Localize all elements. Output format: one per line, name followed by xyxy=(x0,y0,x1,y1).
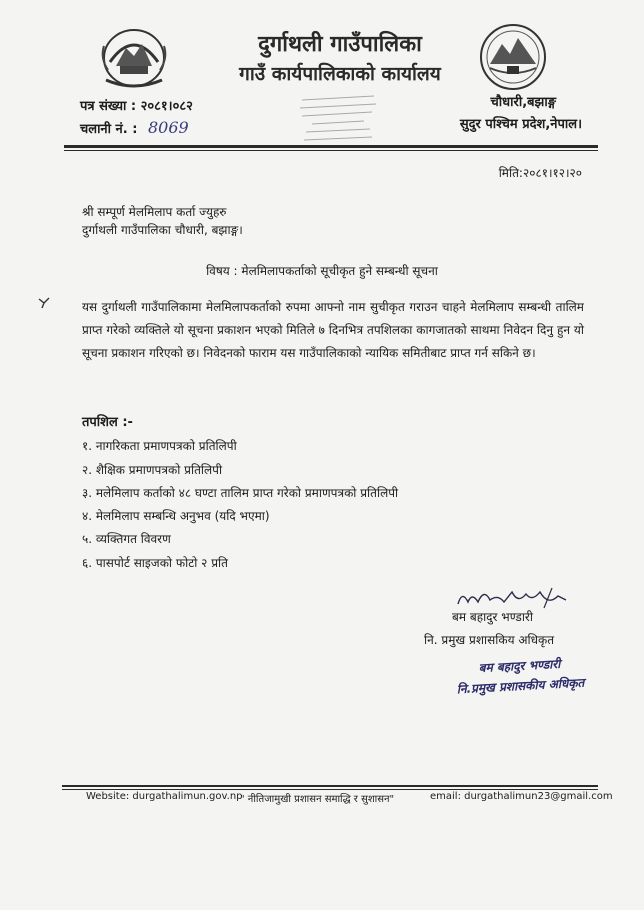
dispatch-label: चलानी नं. : xyxy=(80,122,138,137)
footer-email: email: durgathalimun23@gmail.com xyxy=(430,791,613,802)
signatory-name: बम बहादुर भण्डारी xyxy=(452,610,533,624)
list-item: ३. मलेमिलाप कर्ताको ४८ घण्टा तालिम प्राप्त गरेको प्रमाणपत्रको प्रतिलिपी xyxy=(82,486,399,500)
recipient-line2: दुर्गाथली गाउँपालिका चौधारी, बझाङ्ग। xyxy=(82,223,243,237)
signatory-designation: नि. प्रमुख प्रशासकिय अधिकृत xyxy=(424,633,555,647)
header-divider xyxy=(64,145,598,148)
header-divider-thin xyxy=(64,150,598,151)
pen-mark-icon xyxy=(38,296,50,310)
dispatch-number-row xyxy=(80,118,189,137)
footer-slogan: " नीतिजामुखी प्रशासन समाद्धि र सुशासन" xyxy=(240,794,395,805)
dispatch-number: 8069 xyxy=(147,118,189,137)
letter-reference-number: पत्र संख्या : २०८१।०८२ xyxy=(80,99,193,114)
letter-subject: विषय : मेलमिलापकर्ताको सूचीकृत हुने सम्बन्धी सूचना xyxy=(206,264,438,278)
list-item: २. शैक्षिक प्रमाणपत्रको प्रतिलिपी xyxy=(82,463,223,477)
recipient-line1: श्री सम्पूर्ण मेलमिलाप कर्ता ज्युहरु xyxy=(82,205,227,219)
office-stamp-icon xyxy=(292,90,384,148)
seal-designation: नि.प्रमुख प्रशासकीय अधिकृत xyxy=(456,675,585,697)
footer-divider-thin xyxy=(62,789,598,790)
list-item: १. नागरिकता प्रमाणपत्रको प्रतिलिपी xyxy=(82,439,237,453)
seal-name: बम बहादुर भण्डारी xyxy=(478,656,561,676)
list-item: ६. पासपोर्ट साइजको फोटो २ प्रति xyxy=(82,556,229,570)
office-subtitle: गाउँ कार्यपालिकाको कार्यालय xyxy=(239,63,441,85)
letter-body: यस दुर्गाथली गाउँपालिकामा मेलमिलापकर्ताको रुपमा आफ्नो नाम सुचीकृत गराउन चाहने मेलमिलाप सम्बन्धी तालिम प्राप्त गरेको व्यक्तिले यो सूचना प्रकाशन भएको मितिले ७ दिनभित्र तपशिलका कागजातको साथमा निवेदन दिनु हुन यो सूचना प्रकाशन गरिएको छ। निवेदनको फाराम यस गाउँपालिकाको न्यायिक समितीबाट प्राप्त गर्न सकिने छ। xyxy=(82,300,584,360)
office-address-line1: चौधारी,बझाङ्ग xyxy=(490,95,556,110)
office-title: दुर्गाथली गाउँपालिका xyxy=(258,32,422,57)
list-item: ४. मेलमिलाप सम्बन्धि अनुभव (यदि भएमा) xyxy=(82,509,270,523)
footer-website: Website: durgathalimun.gov.np xyxy=(86,791,243,802)
footer-divider xyxy=(62,785,598,787)
signatory-seal xyxy=(451,649,589,702)
office-address-line2: सुदुर पश्चिम प्रदेश,नेपाल। xyxy=(459,117,582,132)
nepal-emblem-icon xyxy=(96,22,172,92)
list-item: ५. व्यक्तिगत विवरण xyxy=(82,532,171,546)
requirements-title: तपशिल :- xyxy=(82,415,133,430)
letter-date: मिति:२०८१।१२।२० xyxy=(498,166,582,180)
